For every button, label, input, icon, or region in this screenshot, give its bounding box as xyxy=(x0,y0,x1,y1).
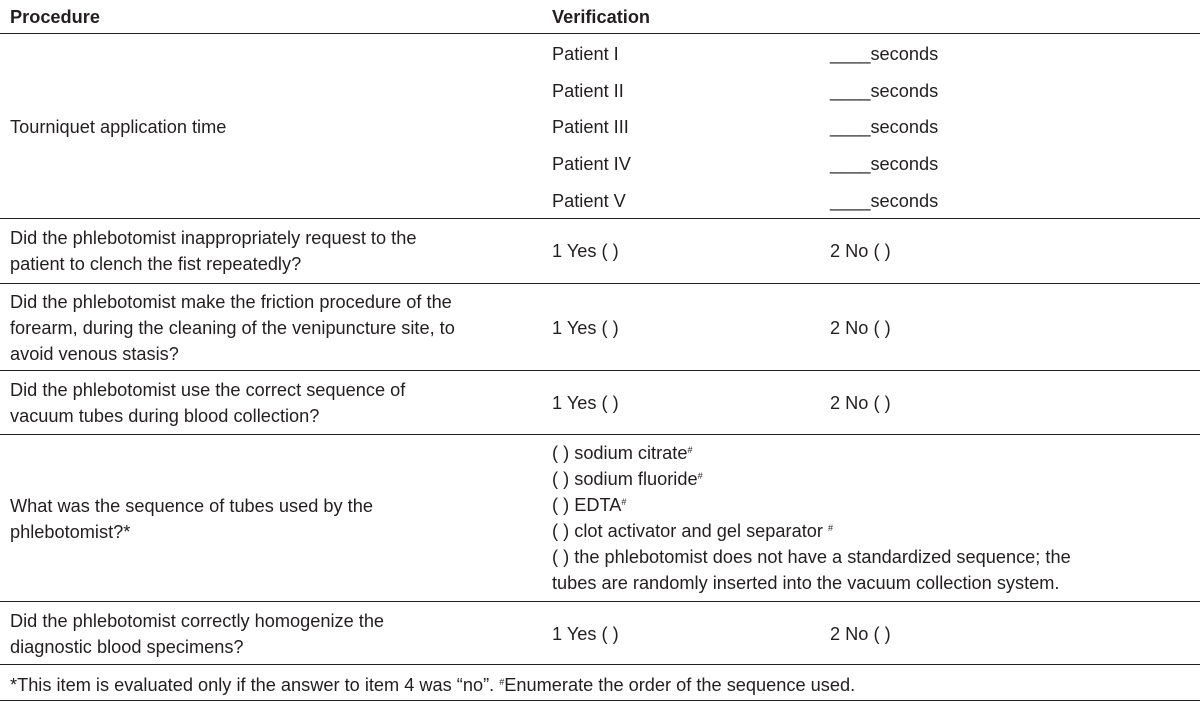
row-sequence-procedure xyxy=(10,377,535,429)
row-divider xyxy=(0,601,1200,602)
patient-seconds: ____seconds xyxy=(830,81,939,101)
yes-option: 1 Yes ( ) xyxy=(552,393,619,413)
procedure-line: Did the phlebotomist correctly homogenize the xyxy=(10,611,385,631)
row-friction-procedure xyxy=(10,289,535,367)
row-tourniquet-procedure: Tourniquet application time xyxy=(10,117,227,137)
header-verification: Verification xyxy=(552,7,651,27)
tube-option: ( ) the phlebotomist does not have a standardized sequence; the xyxy=(552,547,1071,567)
patient-seconds: ____seconds xyxy=(830,191,939,211)
procedure-line: patient to clench the fist repeatedly? xyxy=(10,254,302,274)
procedure-line: phlebotomist?* xyxy=(10,522,131,542)
no-option: 2 No ( ) xyxy=(830,318,891,338)
procedure-line: vacuum tubes during blood collection? xyxy=(10,406,320,426)
patient-label: Patient III xyxy=(552,117,629,137)
row-divider xyxy=(0,664,1200,665)
tube-option: ( ) sodium citrate# xyxy=(552,443,693,463)
tube-option: ( ) sodium fluoride# xyxy=(552,469,703,489)
procedure-line: What was the sequence of tubes used by the xyxy=(10,496,373,516)
patient-seconds: ____seconds xyxy=(830,154,939,174)
row-divider xyxy=(0,218,1200,219)
table-footnote: *This item is evaluated only if the answer to item 4 was “no”. #Enumerate the order of the sequence used. xyxy=(10,675,856,695)
row-tubes-used-procedure xyxy=(10,493,535,545)
procedure-line: Did the phlebotomist inappropriately request to the xyxy=(10,228,417,248)
patient-label: Patient I xyxy=(552,44,619,64)
procedure-line: Did the phlebotomist use the correct sequence of xyxy=(10,380,406,400)
tube-option: ( ) EDTA# xyxy=(552,495,627,515)
patient-label: Patient IV xyxy=(552,154,631,174)
patient-label: Patient V xyxy=(552,191,626,211)
row-divider xyxy=(0,370,1200,371)
row-homogenize-procedure xyxy=(10,608,535,660)
header-rule xyxy=(0,33,1200,34)
patient-label: Patient II xyxy=(552,81,624,101)
tube-option: ( ) clot activator and gel separator # xyxy=(552,521,833,541)
yes-option: 1 Yes ( ) xyxy=(552,241,619,261)
tube-option: tubes are randomly inserted into the vacuum collection system. xyxy=(552,573,1060,593)
row-divider xyxy=(0,283,1200,284)
procedure-line: diagnostic blood specimens? xyxy=(10,637,244,657)
yes-option: 1 Yes ( ) xyxy=(552,318,619,338)
row-clench-procedure xyxy=(10,225,535,277)
procedure-line: Did the phlebotomist make the friction procedure of the xyxy=(10,292,452,312)
yes-option: 1 Yes ( ) xyxy=(552,624,619,644)
procedure-line: avoid venous stasis? xyxy=(10,344,179,364)
patient-seconds: ____seconds xyxy=(830,44,939,64)
bottom-rule xyxy=(0,700,1200,701)
no-option: 2 No ( ) xyxy=(830,393,891,413)
tube-options-list xyxy=(552,440,1071,596)
row-divider xyxy=(0,434,1200,435)
no-option: 2 No ( ) xyxy=(830,241,891,261)
no-option: 2 No ( ) xyxy=(830,624,891,644)
procedure-line: forearm, during the cleaning of the venipuncture site, to xyxy=(10,318,455,338)
patient-seconds: ____seconds xyxy=(830,117,939,137)
header-procedure: Procedure xyxy=(10,7,100,27)
